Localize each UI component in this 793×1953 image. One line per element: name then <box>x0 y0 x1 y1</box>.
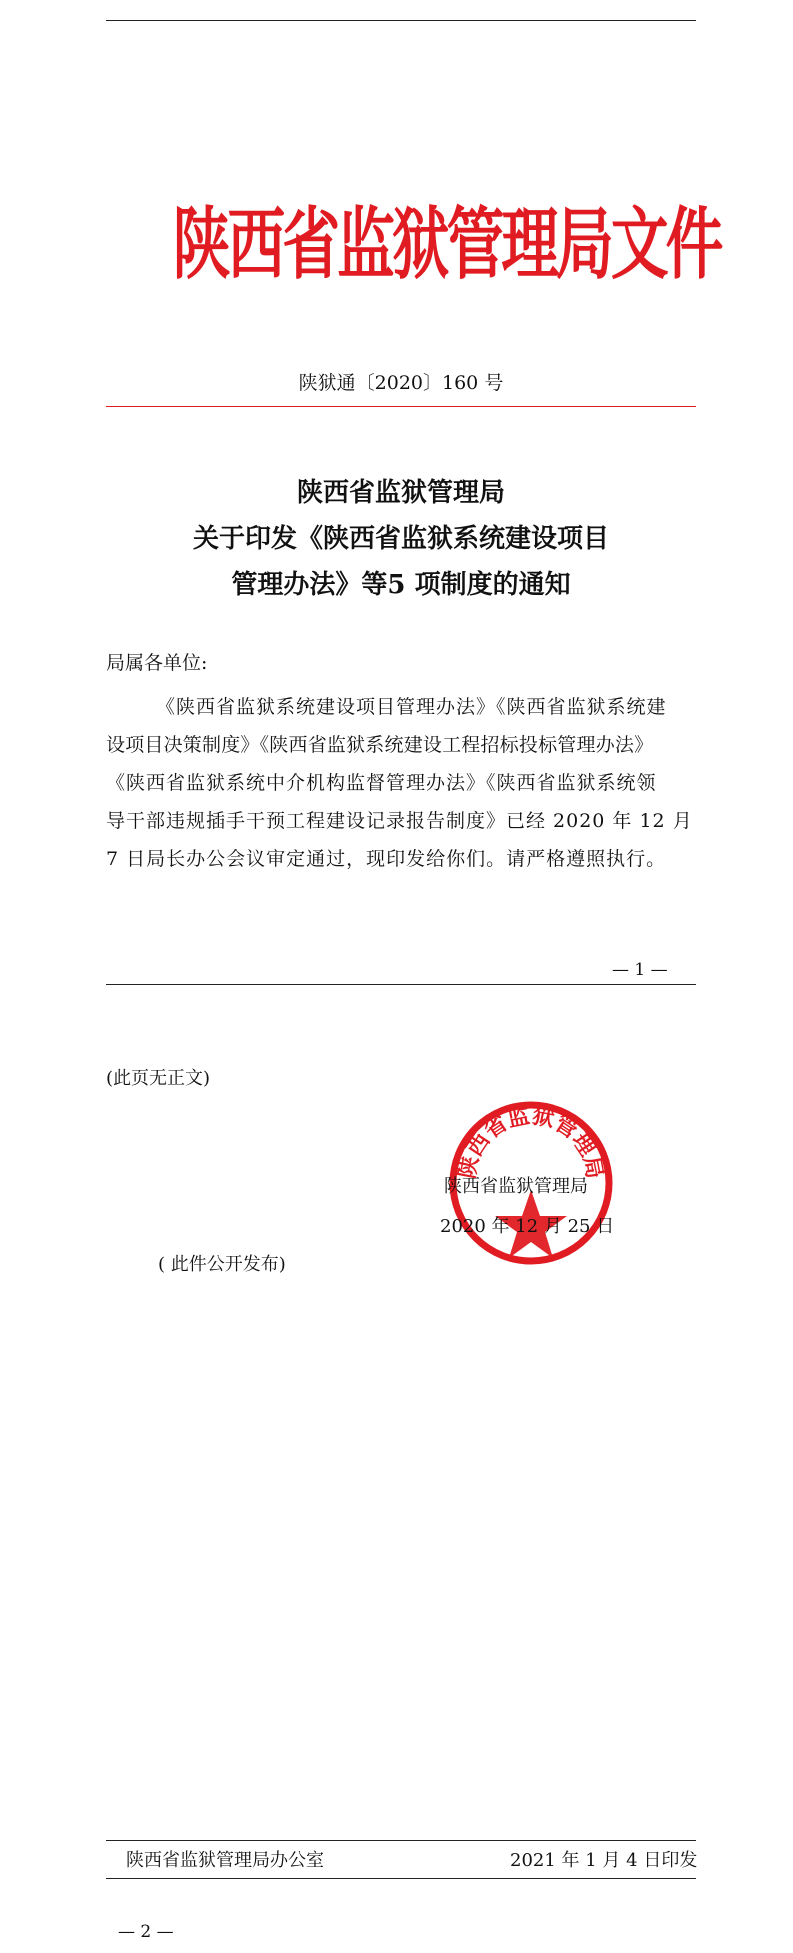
issuer-name: 陕西省监狱管理局 <box>444 1176 588 1197</box>
no-body-note: (此页无正文) <box>106 1068 211 1089</box>
page-number-1: — 1 — <box>612 960 668 980</box>
body-line-5: 7 日局长办公会议审定通过，现印发给你们。请严格遵照执行。 <box>106 848 667 870</box>
issue-date: 2020 年 12 月 25 日 <box>440 1216 615 1237</box>
page-number-2: — 2 — <box>118 1922 174 1942</box>
seal-text: 陕西省监狱管理局 <box>455 1103 607 1181</box>
document-number: 陕狱通〔2020〕160 号 <box>298 372 504 394</box>
footer-bottom-rule <box>106 1878 696 1879</box>
body-line-4: 导干部违规插手干预工程建设记录报告制度》已经 2020 年 12 月 <box>106 810 693 832</box>
issuing-office: 陕西省监狱管理局办公室 <box>126 1850 324 1871</box>
addressee: 局属各单位: <box>106 652 208 674</box>
print-date: 2021 年 1 月 4 日印发 <box>510 1850 698 1871</box>
document-masthead: 陕西省监狱管理局文件 <box>172 200 721 290</box>
body-line-3: 《陕西省监狱系统中介机构监督管理办法》《陕西省监狱系统领 <box>106 772 657 794</box>
body-text <box>106 688 696 878</box>
footer-top-rule <box>106 1840 696 1841</box>
body-line-2: 设项目决策制度》《陕西省监狱系统建设工程招标投标管理办法》 <box>106 734 654 756</box>
body-line-1: 《陕西省监狱系统建设项目管理办法》《陕西省监狱系统建 <box>156 696 667 718</box>
top-rule <box>106 20 696 21</box>
title-line-1: 陕西省监狱管理局 <box>296 478 505 508</box>
public-release-note: ( 此件公开发布) <box>158 1254 286 1275</box>
title-line-3: 管理办法》等5 项制度的通知 <box>231 570 571 600</box>
svg-text:陕西省监狱管理局 <box>454 1103 606 1181</box>
page-1-bottom-rule <box>106 984 696 985</box>
red-divider <box>106 406 696 407</box>
title-line-2: 关于印发《陕西省监狱系统建设项目 <box>192 524 609 554</box>
